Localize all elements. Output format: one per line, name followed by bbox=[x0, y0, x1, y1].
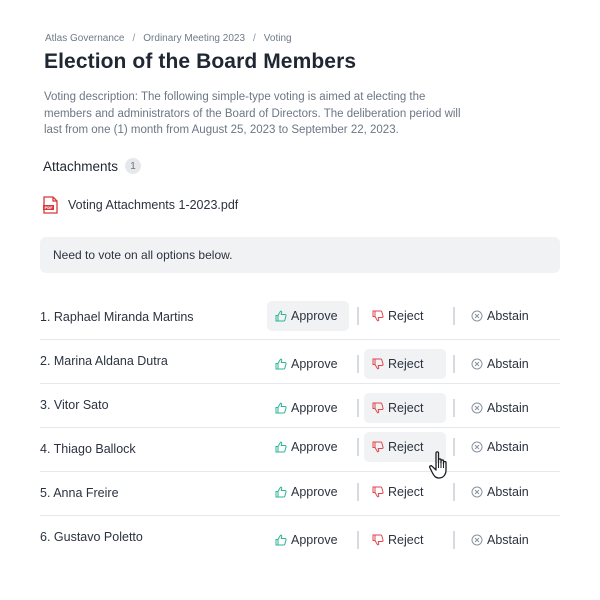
approve-label: Approve bbox=[291, 485, 338, 499]
vote-row bbox=[40, 516, 560, 560]
breadcrumb-item-voting[interactable]: Voting bbox=[263, 33, 292, 44]
approve-button[interactable] bbox=[267, 301, 349, 331]
attachments-title: Attachments bbox=[43, 158, 119, 174]
thumbs-down-icon bbox=[372, 486, 384, 498]
reject-label: Reject bbox=[388, 533, 424, 547]
vote-list bbox=[40, 296, 560, 560]
vote-row bbox=[40, 296, 560, 340]
approve-label: Approve bbox=[291, 309, 338, 323]
vote-row bbox=[40, 384, 560, 428]
thumbs-down-icon bbox=[372, 402, 384, 414]
vote-row bbox=[40, 340, 560, 384]
abstain-label: Abstain bbox=[487, 309, 529, 323]
button-divider bbox=[357, 438, 359, 456]
approve-label: Approve bbox=[291, 401, 338, 415]
x-circle-icon bbox=[471, 441, 483, 453]
approve-button[interactable] bbox=[267, 349, 349, 379]
button-divider bbox=[453, 483, 455, 501]
x-circle-icon bbox=[471, 402, 483, 414]
reject-button[interactable] bbox=[364, 393, 446, 423]
abstain-label: Abstain bbox=[487, 485, 529, 499]
voting-description: Voting description: The following simple-type voting is aimed at electing the members and administrators of the Board of Directors. The deliberation period will last from one (1) month from August 25, 2023 to September 22, 2023. bbox=[44, 91, 461, 136]
approve-label: Approve bbox=[291, 440, 338, 454]
thumbs-down-icon bbox=[372, 441, 384, 453]
button-divider bbox=[357, 307, 359, 325]
breadcrumb-separator: / bbox=[132, 33, 136, 44]
reject-label: Reject bbox=[388, 401, 424, 415]
abstain-button[interactable] bbox=[463, 432, 553, 462]
thumbs-up-icon bbox=[275, 486, 287, 498]
thumbs-up-icon bbox=[275, 310, 287, 322]
pdf-file-icon bbox=[43, 196, 58, 214]
button-divider bbox=[453, 307, 455, 325]
reject-button[interactable] bbox=[364, 301, 446, 331]
approve-button[interactable] bbox=[267, 393, 349, 423]
button-divider bbox=[357, 355, 359, 373]
candidate-name: 6. Gustavo Poletto bbox=[40, 530, 143, 544]
attachments-header bbox=[43, 158, 141, 174]
thumbs-up-icon bbox=[275, 402, 287, 414]
x-circle-icon bbox=[471, 534, 483, 546]
breadcrumb-item-governance[interactable]: Atlas Governance bbox=[45, 33, 125, 44]
thumbs-down-icon bbox=[372, 358, 384, 370]
hand-pointer-icon bbox=[428, 450, 458, 480]
candidate-name: 3. Vitor Sato bbox=[40, 398, 109, 412]
reject-label: Reject bbox=[388, 485, 424, 499]
candidate-name: 4. Thiago Ballock bbox=[40, 442, 136, 456]
reject-label: Reject bbox=[388, 357, 424, 371]
approve-label: Approve bbox=[291, 533, 338, 547]
abstain-button[interactable] bbox=[463, 301, 553, 331]
thumbs-down-icon bbox=[372, 534, 384, 546]
approve-button[interactable] bbox=[267, 525, 349, 555]
thumbs-up-icon bbox=[275, 441, 287, 453]
breadcrumb bbox=[45, 33, 292, 44]
candidate-name: 2. Marina Aldana Dutra bbox=[40, 354, 168, 368]
attachment-file-name: Voting Attachments 1-2023.pdf bbox=[68, 198, 239, 212]
abstain-button[interactable] bbox=[463, 349, 553, 379]
abstain-button[interactable] bbox=[463, 477, 553, 507]
abstain-label: Abstain bbox=[487, 440, 529, 454]
x-circle-icon bbox=[471, 310, 483, 322]
abstain-button[interactable] bbox=[463, 393, 553, 423]
button-divider bbox=[453, 355, 455, 373]
vote-notice-banner: Need to vote on all options below. bbox=[40, 237, 560, 273]
attachments-count-badge: 1 bbox=[125, 158, 141, 174]
page-title: Election of the Board Members bbox=[44, 50, 357, 73]
breadcrumb-separator: / bbox=[253, 33, 256, 44]
x-circle-icon bbox=[471, 486, 483, 498]
reject-label: Reject bbox=[388, 440, 424, 454]
button-divider bbox=[453, 531, 455, 549]
x-circle-icon bbox=[471, 358, 483, 370]
abstain-label: Abstain bbox=[487, 357, 529, 371]
svg-text:PDF: PDF bbox=[44, 206, 53, 210]
reject-button[interactable] bbox=[364, 525, 446, 555]
reject-button[interactable] bbox=[364, 477, 446, 507]
approve-button[interactable] bbox=[267, 477, 349, 507]
approve-label: Approve bbox=[291, 357, 338, 371]
vote-row bbox=[40, 428, 560, 472]
candidate-name: 5. Anna Freire bbox=[40, 486, 119, 500]
reject-label: Reject bbox=[388, 309, 424, 323]
thumbs-down-icon bbox=[372, 310, 384, 322]
button-divider bbox=[453, 399, 455, 417]
reject-button[interactable] bbox=[364, 349, 446, 379]
button-divider bbox=[357, 531, 359, 549]
button-divider bbox=[357, 399, 359, 417]
vote-row bbox=[40, 472, 560, 516]
breadcrumb-item-meeting[interactable]: Ordinary Meeting 2023 bbox=[143, 33, 246, 44]
thumbs-up-icon bbox=[275, 534, 287, 546]
button-divider bbox=[357, 483, 359, 501]
abstain-button[interactable] bbox=[463, 525, 553, 555]
abstain-label: Abstain bbox=[487, 533, 529, 547]
attachment-file-link[interactable] bbox=[43, 196, 238, 214]
abstain-label: Abstain bbox=[487, 401, 529, 415]
approve-button[interactable] bbox=[267, 432, 349, 462]
thumbs-up-icon bbox=[275, 358, 287, 370]
candidate-name: 1. Raphael Miranda Martins bbox=[40, 310, 194, 324]
